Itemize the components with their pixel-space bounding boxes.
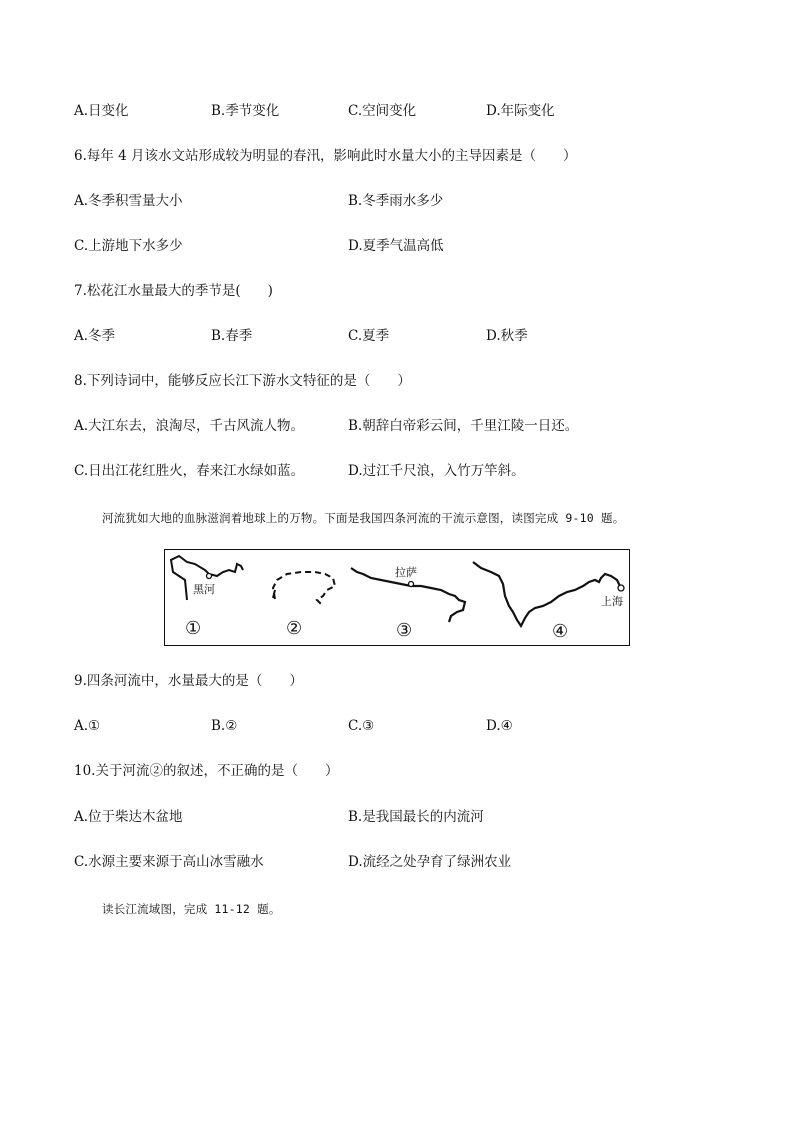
q7-option-b: B.春季 xyxy=(211,328,253,344)
lasa-marker xyxy=(409,582,414,587)
q9-option-d: D.④ xyxy=(486,718,513,734)
q7-stem: 7.松花江水量最大的季节是( ) xyxy=(74,283,273,299)
shanghai-marker xyxy=(618,585,624,591)
q10-option-a: A.位于柴达木盆地 xyxy=(74,809,183,825)
river-number-2: ② xyxy=(286,618,303,639)
river-4-path xyxy=(473,562,621,626)
label-shanghai: 上海 xyxy=(601,595,623,608)
q5-option-c: C.空间变化 xyxy=(348,103,417,119)
q8-option-c: C.日出江花红胜火，春来江水绿如蓝。 xyxy=(74,463,305,479)
label-lasa: 拉萨 xyxy=(395,566,417,579)
q9-stem: 9.四条河流中，水量最大的是（ ） xyxy=(74,673,303,689)
river-2-path xyxy=(273,572,335,604)
q7-option-a: A.冬季 xyxy=(74,328,116,344)
river-number-3: ③ xyxy=(396,620,413,641)
q9-option-b: B.② xyxy=(211,718,238,734)
q7-option-d: D.秋季 xyxy=(486,328,528,344)
q10-option-c: C.水源主要来源于高山冰雪融水 xyxy=(74,854,264,870)
river-number-4: ④ xyxy=(552,621,569,642)
yangtze-intro-text: 读长江流域图，完成 11-12 题。 xyxy=(102,902,281,916)
q8-stem: 8.下列诗词中，能够反应长江下游水文特征的是（ ） xyxy=(74,373,411,389)
river-map-figure xyxy=(164,549,630,646)
q6-option-b: B.冬季雨水多少 xyxy=(348,193,444,209)
heihe-marker xyxy=(207,574,212,579)
q9-option-c: C.③ xyxy=(348,718,375,734)
q6-option-d: D.夏季气温高低 xyxy=(348,238,444,254)
q9-option-a: A.① xyxy=(74,718,101,734)
q10-stem: 10.关于河流②的叙述，不正确的是（ ） xyxy=(74,763,339,779)
q10-option-d: D.流经之处孕育了绿洲农业 xyxy=(348,854,512,870)
q8-option-b: B.朝辞白帝彩云间，千里江陵一日还。 xyxy=(348,418,579,434)
q8-option-d: D.过江千尺浪，入竹万竿斜。 xyxy=(348,463,525,479)
rivers-intro-text: 河流犹如大地的血脉滋润着地球上的万物。下面是我国四条河流的干流示意图，读图完成 9-10 题。 xyxy=(102,511,625,525)
q5-option-a: A.日变化 xyxy=(74,103,129,119)
q5-option-d: D.年际变化 xyxy=(486,103,555,119)
q10-option-b: B.是我国最长的内流河 xyxy=(348,809,484,825)
river-number-1: ① xyxy=(185,618,202,639)
q7-option-c: C.夏季 xyxy=(348,328,390,344)
q6-option-a: A.冬季积雪量大小 xyxy=(74,193,183,209)
label-heihe: 黑河 xyxy=(193,583,215,596)
q6-option-c: C.上游地下水多少 xyxy=(74,238,183,254)
q6-stem: 6.每年 4 月该水文站形成较为明显的春汛，影响此时水量大小的主导因素是（ ） xyxy=(74,148,577,164)
q5-option-b: B.季节变化 xyxy=(211,103,280,119)
q8-option-a: A.大江东去，浪淘尽，千古风流人物。 xyxy=(74,418,305,434)
